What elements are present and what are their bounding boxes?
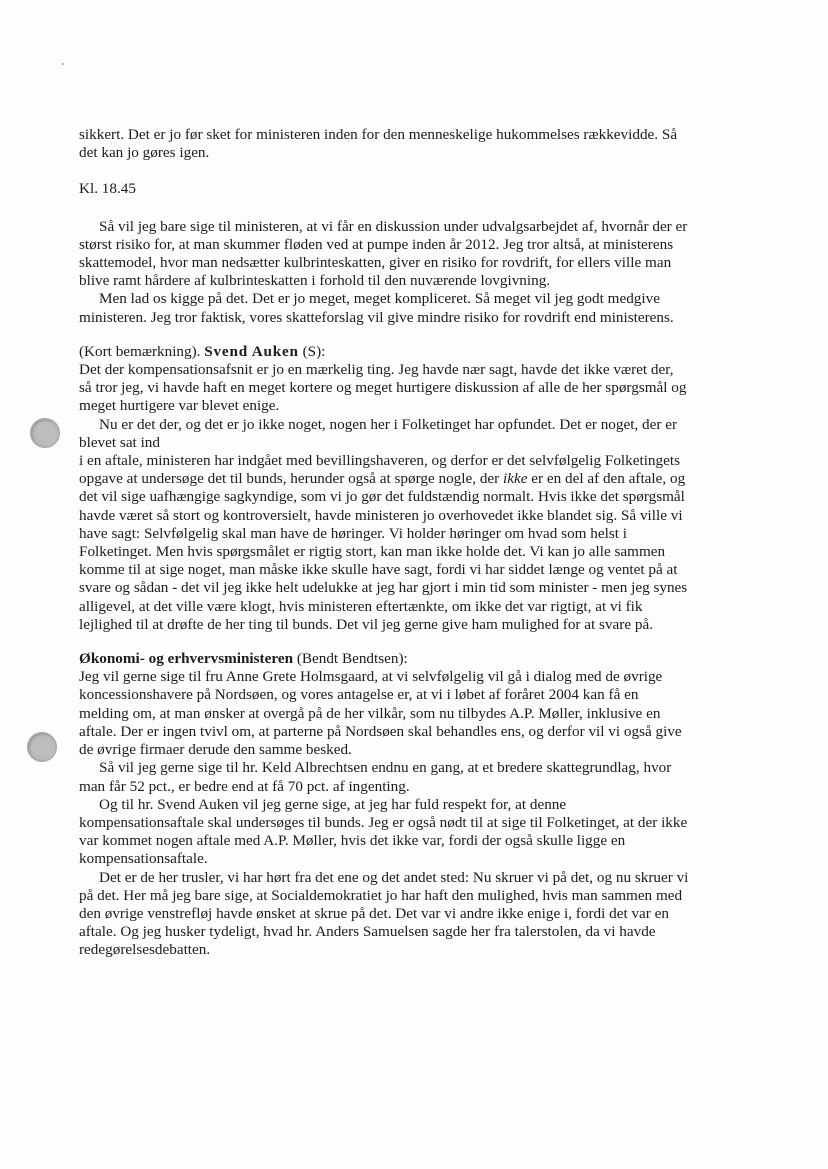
text-line: var kommet nogen aftale med A.P. Møller, hvis det ikke var, fordi der også skulle ligge en — [79, 832, 626, 850]
text-line: melding om, at man ønsker at overgå på de her vilkår, som nu tilbydes A.P. Møller, inklusive en — [79, 704, 661, 722]
transcript-body — [79, 126, 755, 960]
text-line: Det er de her trusler, vi har hørt fra det ene og det andet sted: Nu skruer vi på det, og nu skruer vi — [99, 868, 689, 886]
speaker-heading — [79, 343, 755, 361]
text-line: lejlighed til at drøfte de her ting til bunds. Det vil jeg gerne give ham mulighed for at svare på. — [79, 615, 654, 633]
text-line: alligevel, at det ville være klogt, hvis ministeren eftertænkte, om ikke det var rigtigt, at vi fik — [79, 597, 643, 615]
text-line: Folketinget. Men hvis spørgsmålet er rigtig stort, kan man ikke holde det. Vi kan jo alle sammen — [79, 543, 666, 561]
paragraph-risk — [79, 218, 755, 327]
paragraph-continuation — [79, 126, 755, 162]
speaker-party: (S): — [298, 342, 326, 360]
text-run: er en del af den aftale, og — [527, 470, 686, 488]
text-line: Nu er det der, og det er jo ikke noget, nogen her i Folketinget har opfundet. Det er noget, der er — [99, 415, 678, 433]
text-line: meget hurtigere var blevet enige. — [79, 397, 280, 415]
paragraph-minister — [79, 668, 755, 959]
text-line: havde været så stort og kontroversielt, havde ministeren jo overhovedet ikke blandet sig. Så ville vi — [79, 506, 683, 524]
speaker-heading — [79, 650, 755, 668]
text-line: skattemodel, hvor man nedsætter kulbrinteskatten, giver en risiko for rovdrift, for ellers ville man — [79, 254, 672, 272]
text-line: sikkert. Det er jo før sket for ministeren inden for den menneskelige hukommelses rækkevidde. Så — [79, 126, 678, 143]
text-line: kompensationsaftale skal undersøges til bunds. Jeg er også nødt til at sige til Folketinget, at der ikke — [79, 813, 688, 831]
text-line: komme til at sige noget, man måske ikke skulle have sagt, fordi vi har siddet længe og ventet på at — [79, 561, 678, 579]
text-line: det vil sige uafhængige sagkyndige, som vi jo gør det fuldstændig normalt. Hvis ikke det spørgsmål — [79, 488, 685, 506]
punch-hole-lower — [27, 732, 57, 762]
text-line: redegørelsesdebatten. — [79, 941, 211, 959]
time-stamp: Kl. 18.45 — [79, 180, 136, 198]
speaker-prefix: (Kort bemærkning). — [79, 342, 205, 360]
emphasis: ikke — [503, 470, 528, 488]
text-line: i en aftale, ministeren har indgået med bevillingshaveren, og derfor er det selvfølgelig Folketingets — [79, 452, 680, 470]
text-line: have sagt: Selvfølgelig skal man have de høringer. Vi holder høringer om hvad som helst i — [79, 524, 627, 542]
text-line: Så vil jeg gerne sige til hr. Keld Albrechtsen endnu en gang, at et bredere skattegrundlag, hvor — [99, 759, 672, 777]
text-line: så tror jeg, vi havde haft en meget kortere og meget hurtigere diskussion af alle de her spørgsmål og — [79, 379, 687, 397]
text-line — [79, 470, 755, 488]
text-line: kompensationsaftale. — [79, 850, 208, 868]
text-line: blive ramt hårdere af kulbrinteskatten i forhold til den nuværende lovgivning. — [79, 272, 551, 290]
text-line: på det. Her må jeg bare sige, at Socialdemokratiet jo har haft den mulighed, hvis man sammen med — [79, 886, 683, 904]
text-line: aftale. Og jeg husker tydeligt, hvad hr. Anders Samuelsen sagde her fra talerstolen, da vi havde — [79, 923, 656, 941]
text-line: Så vil jeg bare sige til ministeren, at vi får en diskussion under udvalgsarbejdet af, hvornår der er — [99, 217, 688, 235]
punch-hole-upper — [30, 418, 60, 448]
text-line: blevet sat ind — [79, 433, 160, 451]
text-line: Det der kompensationsafsnit er jo en mærkelig ting. Jeg havde nær sagt, havde det ikke været der, — [79, 361, 674, 379]
text-line: man får 52 pct., er bedre end at få 70 pct. af ingenting. — [79, 777, 410, 795]
paragraph-auken — [79, 361, 755, 634]
scan-speck — [62, 63, 64, 65]
text-line: den øvrige venstrefløj havde ønsket at skrue på det. Det var vi andre ikke enige i, fordi det var en — [79, 904, 669, 922]
text-run: opgave at undersøge det til bunds, herunder også at spørge nogle, der — [79, 470, 504, 488]
speaker-name: Økonomi- og erhvervsministeren — [79, 650, 294, 668]
text-line: svare og sådan - det vil jeg ikke helt udelukke at jeg har gjort i min tid som minister - men jeg synes — [79, 579, 688, 597]
text-line: det kan jo gøres igen. — [79, 144, 210, 162]
text-line: aftale. Der er ingen tvivl om, at parterne på Nordsøen skal behandles ens, og derfor vil vi også give — [79, 722, 682, 740]
speaker-name: Svend Auken — [204, 342, 299, 360]
speaker-party: (Bendt Bendtsen): — [293, 650, 408, 668]
text-line: de øvrige firmaer derude den samme besked. — [79, 741, 352, 759]
text-line: størst risiko for, at man skummer fløden ved at pumpe inden år 2012. Jeg tror altså, at ministerens — [79, 235, 674, 253]
text-line: Og til hr. Svend Auken vil jeg gerne sige, at jeg har fuld respekt for, at denne — [99, 795, 567, 813]
text-line: Jeg vil gerne sige til fru Anne Grete Holmsgaard, at vi selvfølgelig vil gå i dialog med de øvrige — [79, 668, 663, 686]
text-line: ministeren. Jeg tror faktisk, vores skatteforslag vil give mindre risiko for rovdrift end ministerens. — [79, 308, 674, 326]
text-line: koncessionshavere på Nordsøen, og vores antagelse er, at vi i løbet af foråret 2004 kan få en — [79, 686, 639, 704]
text-line: Men lad os kigge på det. Det er jo meget, meget kompliceret. Så meget vil jeg godt medgive — [99, 290, 660, 308]
